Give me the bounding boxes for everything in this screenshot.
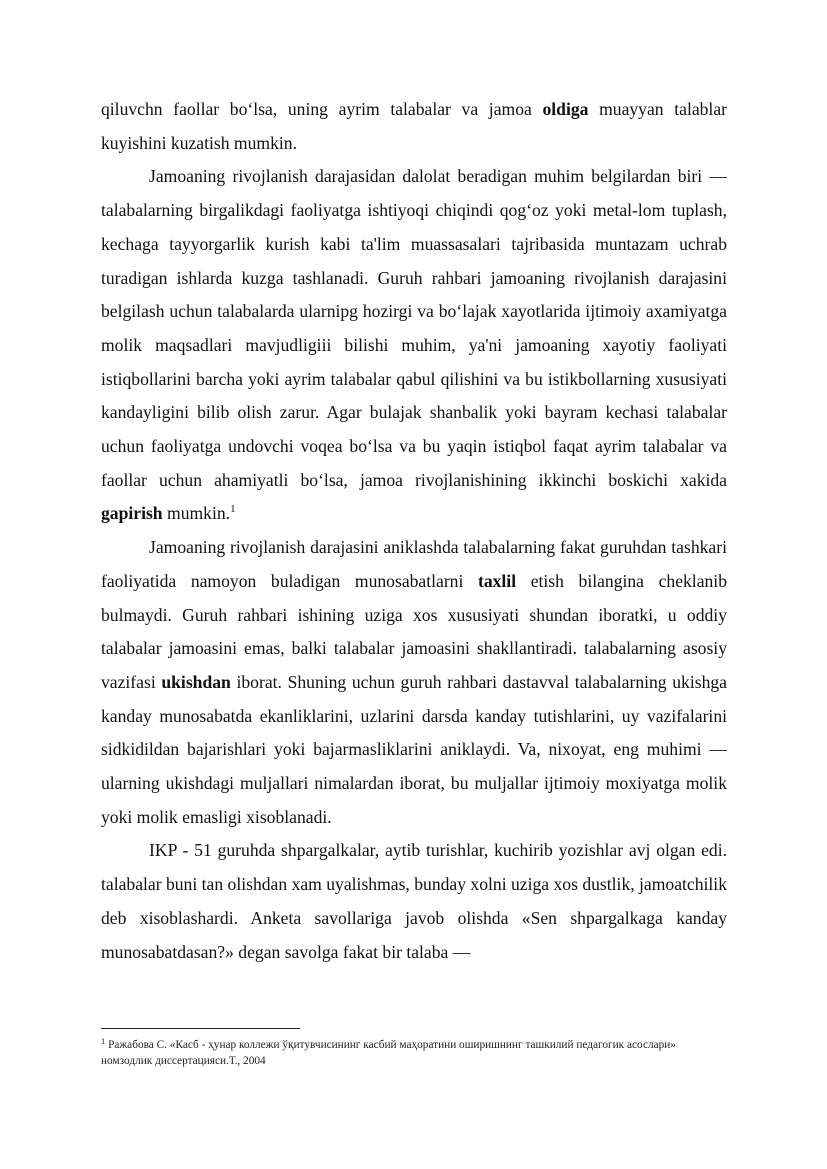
- body-text: [101, 93, 727, 969]
- bold-term: oldiga: [542, 99, 589, 119]
- paragraph: [101, 160, 727, 531]
- text-run: IKP - 51 guruhda shpargalkalar, aytib turishlar, kuchirib yozishlar avj olgan edi. talabalar buni tan olishdan xam uyalishmas, bunday xolni uziga xos dustlik, jamoatchilik deb xisoblashardi. Anketa savollariga javob olishda «Sen shpargalkaga kanday munosabatdasan?» degan savolga fakat bir talaba —: [101, 840, 727, 962]
- text-run: mumkin.: [162, 503, 231, 524]
- bold-term: ukishdan: [161, 671, 231, 692]
- text-run: qiluvchn faollar bo‘lsa, uning ayrim talabalar va jamoa: [101, 99, 543, 119]
- footnote-reference: 1: [230, 503, 236, 516]
- footnote: [101, 1037, 701, 1069]
- text-run: etish bilangina cheklanib bulmaydi. Guruh rahbari ishining uziga xos xususiyati shundan iboratki, u oddiy talabalar jamoasini emas, balki talabalar jamoasini shakllantiradi. talabalarning asosiy vazifasi: [101, 570, 727, 692]
- footnote-marker: 1: [101, 1036, 106, 1046]
- bold-term: taxlil: [477, 570, 517, 591]
- text-run: iborat. Shuning uchun guruh rahbari dastavval talabalarning ukishga kanday munosabatda ekanliklarini, uzlarini darsda kanday tutishlarini, uy vazifalarini sidkidildan bajarishlari yoki bajarmasliklarini aniklaydi. Va, nixoyat, eng muhimi — ularning ukishdagi muljallari nimalardan iborat, bu muljallar ijtimoiy moxiyatga molik yoki molik emasligi xisoblanadi.: [101, 671, 727, 827]
- text-run: Jamoaning rivojlanish darajasidan dalolat beradigan muhim belgilardan biri — talabalarning birgalikdagi faoliyatga ishtiyoqi chiqindi qog‘oz yoki metal-lom tuplash, kechaga tayyorgarlik kurish kabi ta'lim muassasalari tajribasida muntazam uchrab turadigan ishlarda kuzga tashlanadi. Guruh rahbari jamoaning rivojlanish darajasini belgilash uchun talabalarda ularnipg hozirgi va bo‘lajak xayotlarida ijtimoiy axamiyatga molik maqsadlari mavjudligiii bilishi muhim, ya'ni jamoaning xayotiy faoliyati istiqbollarini barcha yoki ayrim talabalar qabul qilishini va bu istikbollarning xususiyati kandayligini bilib olish zarur. Agar bulajak shanbalik yoki bayram kechasi talabalar uchun faoliyatga undovchi voqea bo‘lsa va bu yaqin istiqbol faqat ayrim talabalar va faollar uchun ahamiyatli bo‘lsa, jamoa rivojlanishining ikkinchi boskichi xakida: [101, 166, 727, 490]
- footnote-separator: [101, 1028, 300, 1029]
- paragraph: [101, 834, 727, 969]
- text-run: muayyan talablar kuyishini kuzatish mumkin.: [101, 99, 727, 153]
- bold-term: gapirish: [101, 503, 163, 524]
- paragraph: [101, 93, 727, 160]
- paragraph: [101, 531, 727, 834]
- footnote-text: Ражабова С. «Касб - ҳунар коллежи ўқитувчисининг касбий маҳоратини оширишнинг ташкилий педагогик асослари» номзодлик диссертацияси.Т., 2004: [101, 1039, 676, 1067]
- text-run: Jamoaning rivojlanish darajasini aniklashda talabalarning fakat guruhdan tashkari faoliyatida namoyon buladigan munosabatlarni: [101, 537, 727, 591]
